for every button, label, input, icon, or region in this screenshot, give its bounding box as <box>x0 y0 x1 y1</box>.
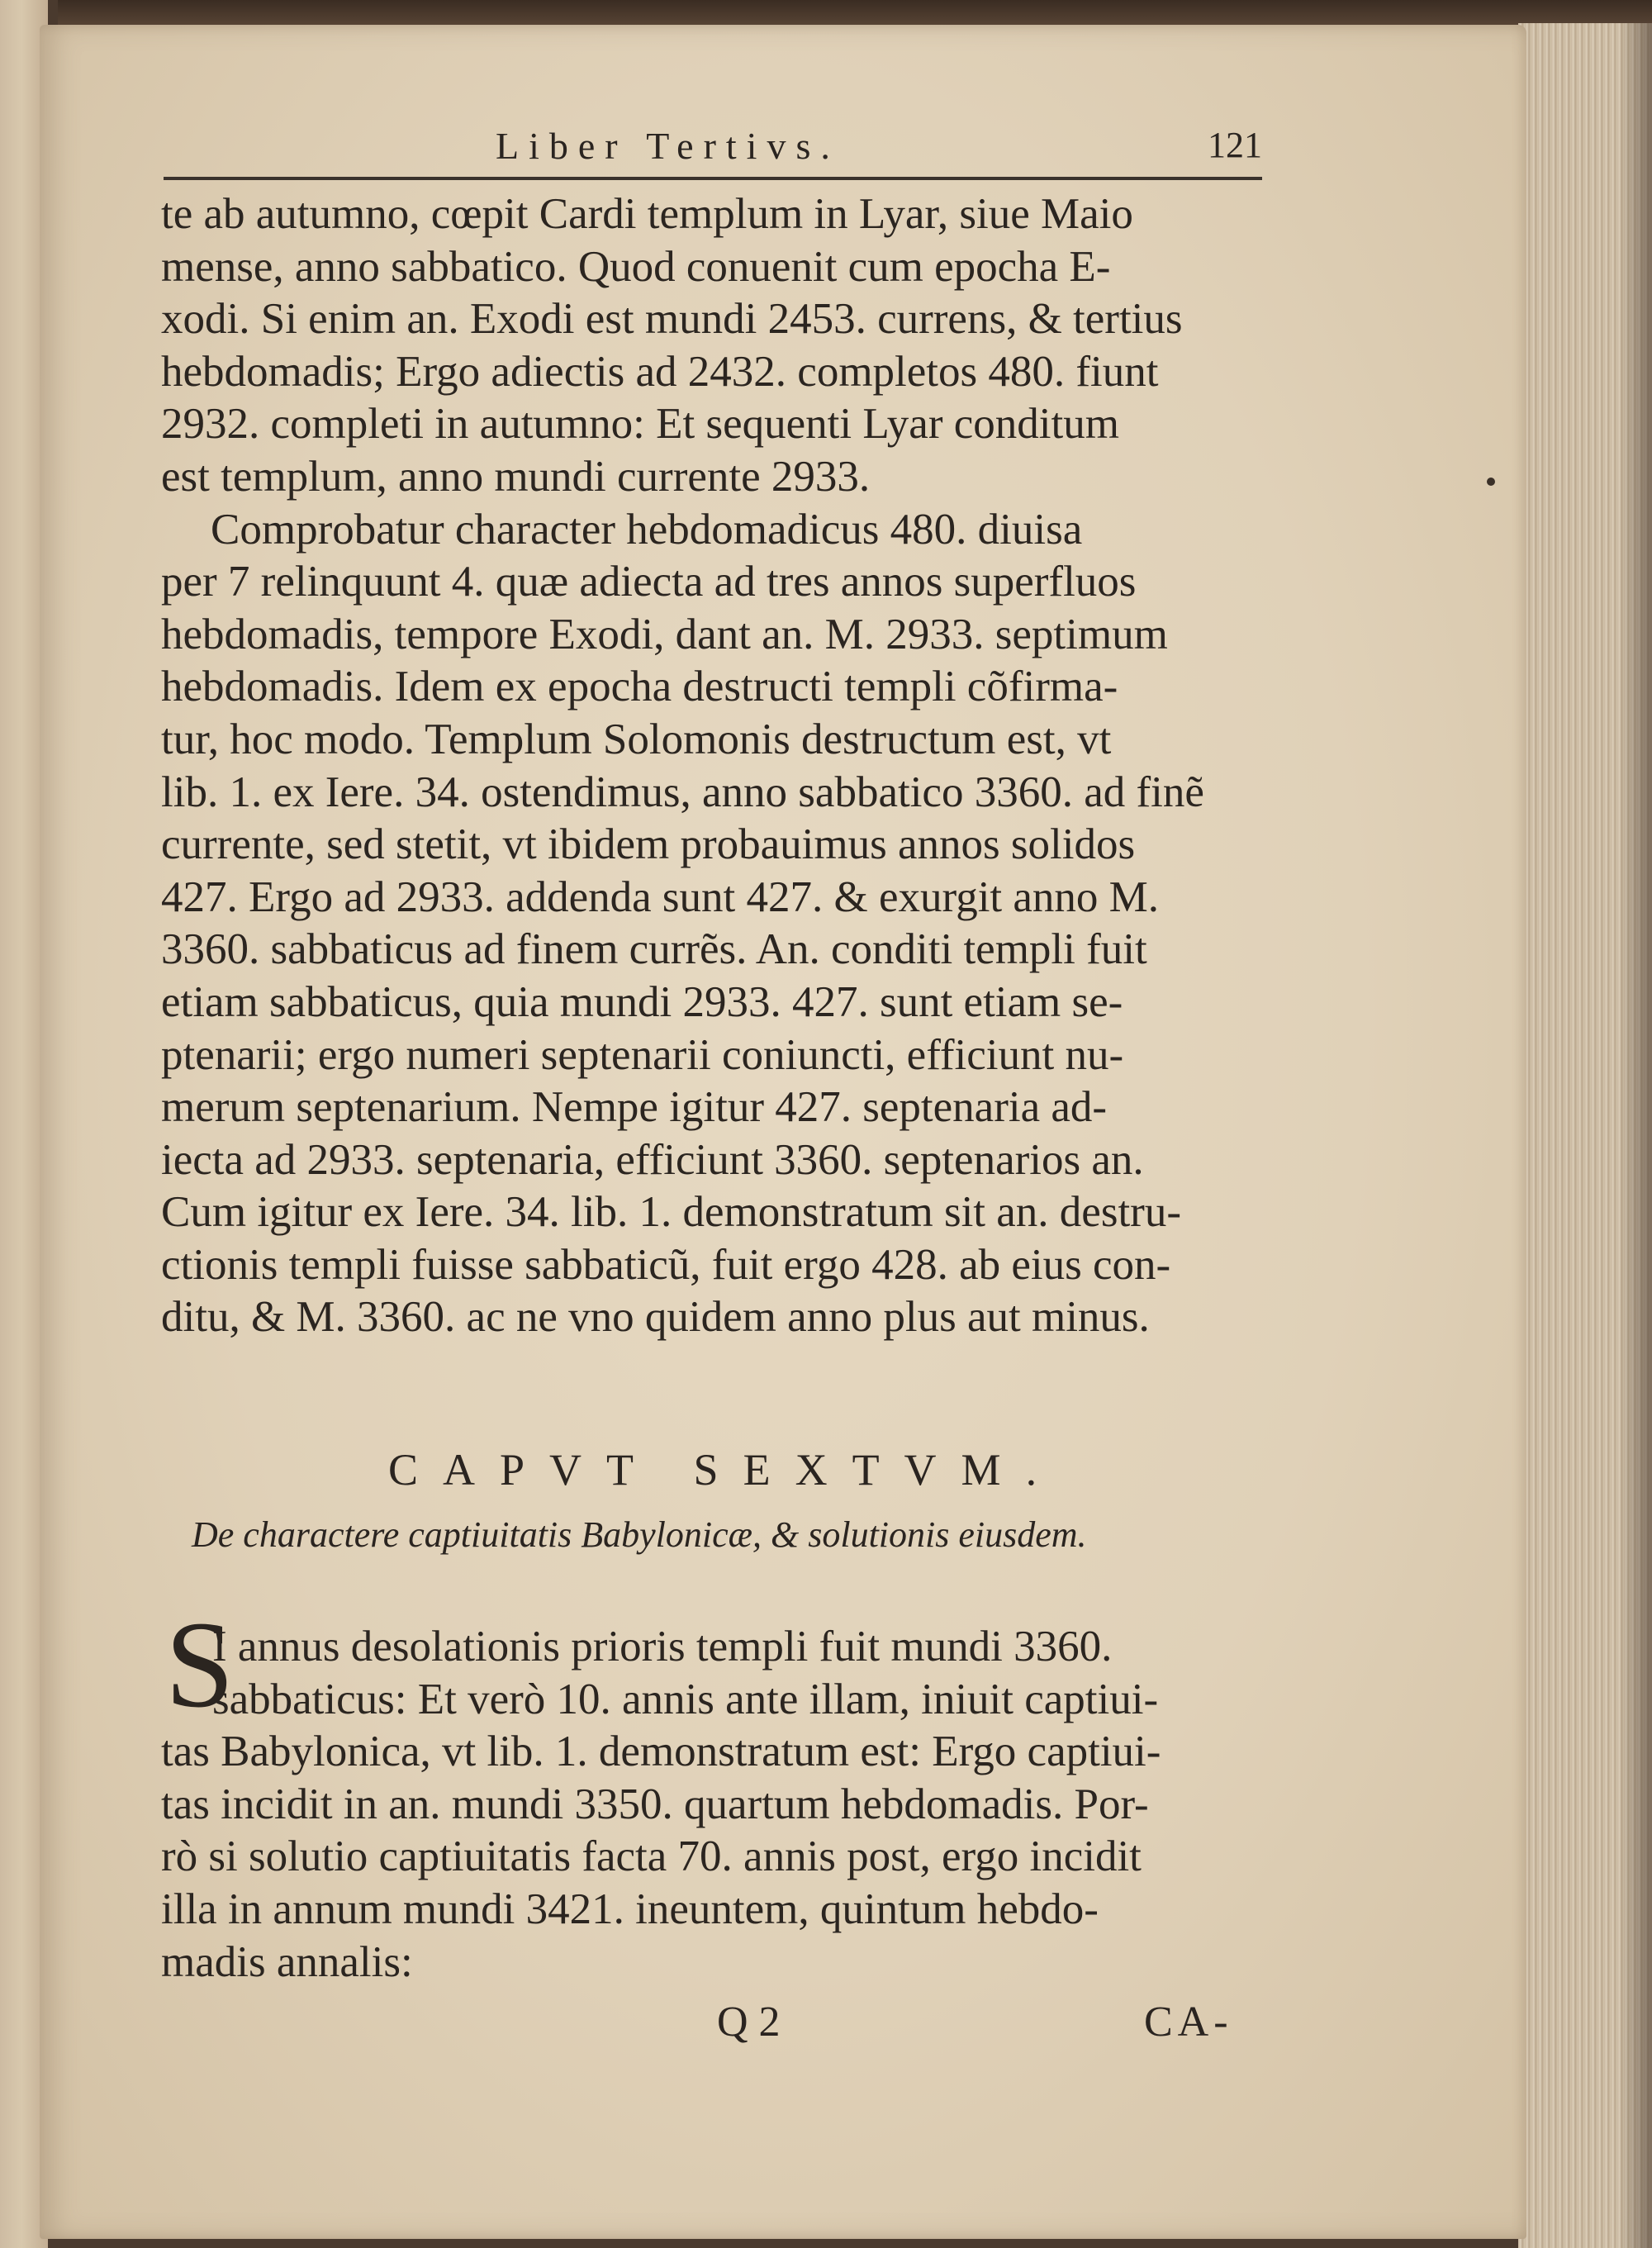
text-line: hebdomadis. Idem ex epocha destructi templi cõfirma- <box>161 663 1118 711</box>
text-line: illa in annum mundi 3421. ineuntem, quintum hebdo- <box>161 1884 1099 1933</box>
text-line: ditu, & M. 3360. ac ne vno quidem anno plus aut minus. <box>161 1293 1150 1342</box>
text-line: I annus desolationis prioris templi fuit mundi 3360. <box>212 1623 1113 1671</box>
text-line: etiam sabbaticus, quia mundi 2933. 427. sunt etiam se- <box>161 977 1123 1026</box>
page-number: 121 <box>1208 125 1262 165</box>
drop-cap: S <box>165 1596 235 1733</box>
running-head: Liber Tertivs. <box>496 125 840 167</box>
text-line: tur, hoc modo. Templum Solomonis destructum est, vt <box>161 715 1112 763</box>
text-line: est templum, anno mundi currente 2933. <box>161 452 871 501</box>
text-line: hebdomadis, tempore Exodi, dant an. M. 2933. septimum <box>161 610 1168 658</box>
text-line: tas incidit in an. mundi 3350. quartum hebdomadis. Por- <box>161 1780 1149 1828</box>
text-line: ctionis templi fuisse sabbaticũ, fuit ergo 428. ab eius con- <box>161 1240 1171 1289</box>
text-line: Comprobatur character hebdomadicus 480. diuisa <box>211 505 1083 554</box>
chapter-subtitle: De charactere captiuitatis Babylonicæ, & solutionis eiusdem. <box>192 1514 1087 1555</box>
text-line: mense, anno sabbatico. Quod conuenit cum epocha E- <box>161 242 1111 291</box>
signature-mark: Q 2 <box>717 1998 781 2046</box>
text-line: ptenarii; ergo numeri septenarii coniuncti, efficiunt nu- <box>161 1030 1124 1079</box>
text-line: currente, sed stetit, vt ibidem probauimus annos solidos <box>161 820 1136 869</box>
text-line: hebdomadis; Ergo adiectis ad 2432. completos 480. fiunt <box>161 347 1159 396</box>
text-line: iecta ad 2933. septenaria, efficiunt 3360. septenarios an. <box>161 1135 1144 1184</box>
chapter-title: CAPVT SEXTVM. <box>388 1445 1062 1495</box>
text-line: rò si solutio captiuitatis facta 70. annis post, ergo incidit <box>161 1832 1142 1881</box>
text-line: sabbaticus: Et verò 10. annis ante illam, iniuit captiui- <box>212 1675 1159 1723</box>
text-line: tas Babylonica, vt lib. 1. demonstratum est: Ergo captiui- <box>161 1728 1161 1776</box>
text-line: per 7 relinquunt 4. quæ adiecta ad tres annos superfluos <box>161 558 1137 606</box>
chapter-text <box>161 1621 1268 1989</box>
text-line: merum septenarium. Nempe igitur 427. septenaria ad- <box>161 1083 1108 1132</box>
text-line: 2932. completi in autumno: Et sequenti Lyar conditum <box>161 400 1119 449</box>
text-line: madis annalis: <box>161 1937 413 1986</box>
book-cover-top <box>58 0 1652 28</box>
text-line: xodi. Si enim an. Exodi est mundi 2453. currens, & tertius <box>161 295 1183 344</box>
text-line: 427. Ergo ad 2933. addenda sunt 427. & exurgit anno M. <box>161 872 1160 921</box>
ink-speck <box>1487 478 1495 486</box>
text-line: Cum igitur ex Iere. 34. lib. 1. demonstratum sit an. destru- <box>161 1188 1181 1237</box>
text-line: lib. 1. ex Iere. 34. ostendimus, anno sabbatico 3360. ad finẽ <box>161 768 1204 816</box>
catchword: CA- <box>1144 1998 1233 2046</box>
text-line: 3360. sabbaticus ad finem currẽs. An. conditi templi fuit <box>161 925 1147 974</box>
body-text <box>161 188 1268 1344</box>
page-edges <box>1518 23 1652 2248</box>
header-rule <box>164 177 1262 180</box>
text-line: te ab autumno, cœpit Cardi templum in Lyar, siue Maio <box>161 190 1133 238</box>
